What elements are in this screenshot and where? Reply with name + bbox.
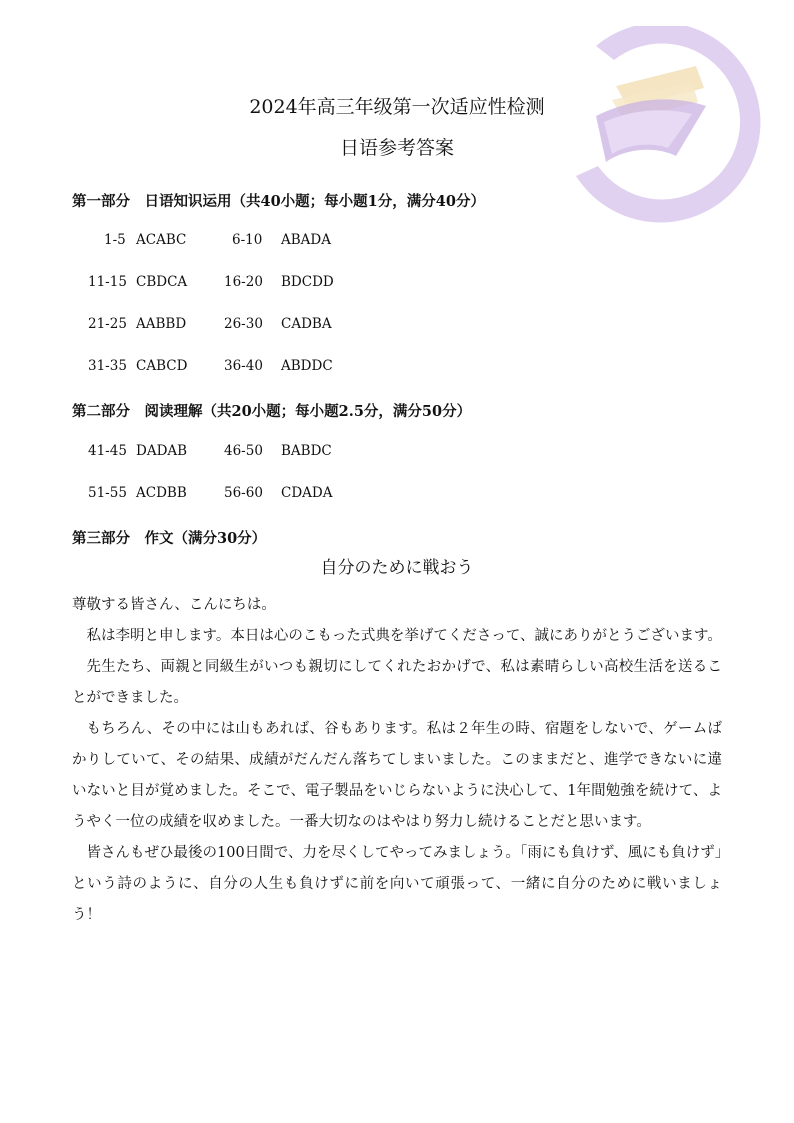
school-logo-watermark bbox=[556, 26, 770, 238]
essay-paragraph: 皆さんもぜひ最後の100日間で、力を尽くしてやってみましょう。「雨にも負けず、風にも負けず」という詩のように、自分の人生も負けずに前を向いて頑張って、一緒に自分のために戦いましょう！ bbox=[72, 845, 722, 923]
section-heading-part3: 第三部分 作文（满分30分） bbox=[72, 530, 267, 547]
answer-key: BDCDD bbox=[281, 274, 334, 290]
answer-range: 36-40 bbox=[224, 358, 263, 374]
answer-key: CADBA bbox=[281, 316, 332, 332]
essay-paragraph: 先生たち、両親と同級生がいつも親切にしてくれたおかげで、私は素晴らしい高校生活を送ることができました。 bbox=[72, 659, 722, 706]
answer-range: 6-10 bbox=[232, 232, 263, 248]
document-title: 2024年高三年级第一次适应性检测 bbox=[249, 96, 545, 118]
answer-range: 21-25 bbox=[88, 316, 127, 332]
answer-key: ACABC bbox=[136, 232, 187, 248]
answer-key: ABADA bbox=[281, 232, 331, 248]
answer-range: 1-5 bbox=[104, 232, 126, 248]
answer-key: CABCD bbox=[136, 358, 188, 374]
answer-range: 16-20 bbox=[224, 274, 263, 290]
essay-paragraph: もちろん、その中には山もあれば、谷もあります。私は２年生の時、宿題をしないで、ゲームばかりしていて、その結果、成績がだんだん落ちてしまいました。このままだと、進学できないに違いないと目が覚めました。そこで、電子製品をいじらないように決心して、1年間勉強を続けて、ようやく一位の成績を収めました。一番大切なのはやはり努力し続けることだと思います。 bbox=[72, 721, 722, 830]
answer-range: 11-15 bbox=[88, 274, 127, 290]
essay-paragraph: 尊敬する皆さん、こんにちは。 bbox=[72, 597, 276, 613]
answer-key: CBDCA bbox=[136, 274, 188, 290]
answer-key: DADAB bbox=[136, 443, 188, 459]
document-subtitle: 日语参考答案 bbox=[339, 137, 454, 159]
answer-range: 41-45 bbox=[88, 443, 127, 459]
answer-range: 26-30 bbox=[224, 316, 263, 332]
answer-key: AABBD bbox=[136, 316, 187, 332]
answer-range: 51-55 bbox=[88, 485, 127, 501]
answer-range: 31-35 bbox=[88, 358, 127, 374]
essay-body bbox=[72, 590, 722, 931]
essay-paragraph: 私は李明と申します。本日は心のこもった式典を挙げてくださって、誠にありがとうございます。 bbox=[86, 628, 722, 644]
answer-key: ABDDC bbox=[281, 358, 333, 374]
answer-range: 46-50 bbox=[224, 443, 263, 459]
answer-range: 56-60 bbox=[224, 485, 263, 501]
section-heading-part1: 第一部分 日语知识运用（共40小题；每小题1分，满分40分） bbox=[72, 193, 485, 210]
section-heading-part2: 第二部分 阅读理解（共20小题；每小题2.5分，满分50分） bbox=[72, 403, 472, 420]
answer-key: ACDBB bbox=[136, 485, 187, 501]
answer-key: CDADA bbox=[281, 485, 333, 501]
essay-title: 自分のために戦おう bbox=[320, 558, 474, 578]
answer-key: BABDC bbox=[281, 443, 332, 459]
